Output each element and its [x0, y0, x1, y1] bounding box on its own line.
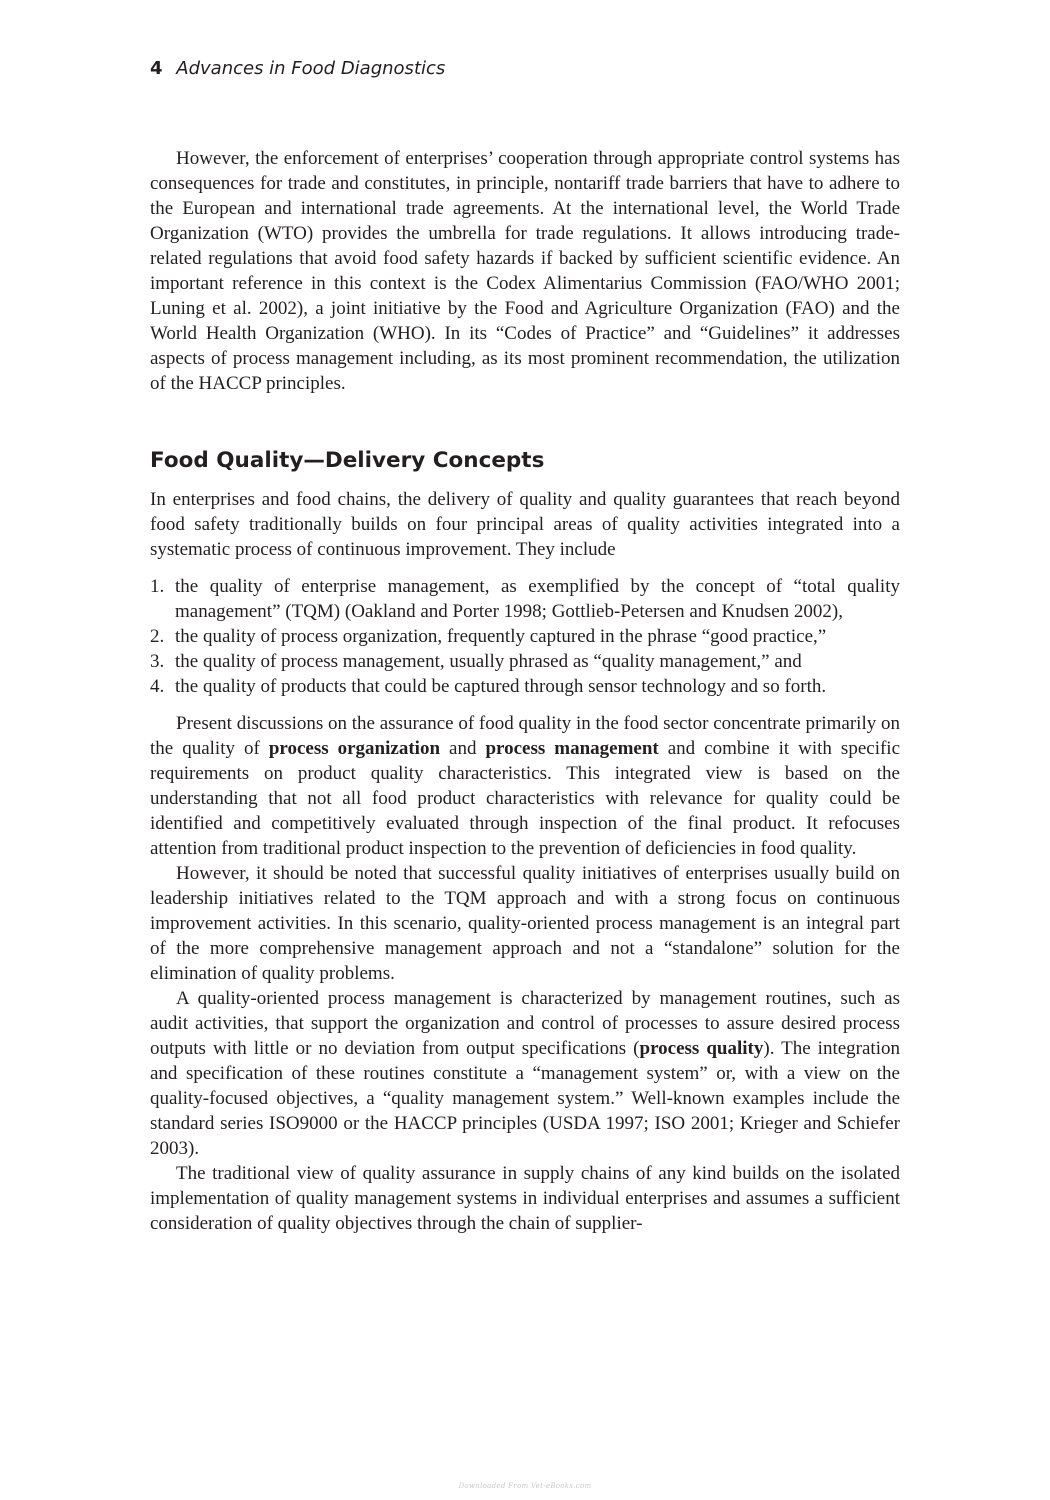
- list-item: [150, 624, 900, 649]
- list-item-number: 2.: [150, 626, 165, 647]
- intro-paragraph: However, the enforcement of enterprises’ cooperation through appropriate control systems has consequences for trade and constitutes, in principle, nontariff trade barriers that have to adhere to the European and international trade agreements. At the international level, the World Trade Organization (WTO) provides the umbrella for trade regulations. It allows introducing trade-related regulations that avoid food safety hazards if backed by sufficient scientific evidence. An important reference in this context is the Codex Alimentarius Commission (FAO/WHO 2001; Luning et al. 2002), a joint initiative by the Food and Agriculture Organization (FAO) and the World Health Organization (WHO). In its “Codes of Practice” and “Guidelines” it addresses aspects of process management including, as its most prominent recommendation, the utilization of the HACCP principles.: [150, 148, 900, 394]
- bold-term: process management: [485, 738, 659, 759]
- running-head: [150, 56, 445, 82]
- paragraph-management-system: [150, 986, 900, 1161]
- principal-areas-list: [150, 574, 900, 699]
- paragraph-supply-chain: The traditional view of quality assurance in supply chains of any kind builds on the isolated implementation of quality management systems in individual enterprises and assumes a sufficient consideration of quality objectives through the chain of supplier-: [150, 1163, 900, 1234]
- download-watermark: Downloaded From Vet-eBooks.com: [458, 1482, 592, 1490]
- section-body: [150, 487, 900, 1236]
- book-title: Advances in Food Diagnostics: [176, 58, 446, 79]
- bold-term: process organization: [268, 738, 441, 759]
- list-item-number: 3.: [150, 651, 165, 672]
- list-item-number: 1.: [150, 576, 165, 597]
- paragraph-text: and: [440, 738, 486, 759]
- list-item-number: 4.: [150, 676, 165, 697]
- bold-term: process quality: [639, 1038, 764, 1059]
- section-heading: Food Quality—Delivery Concepts: [150, 448, 545, 473]
- paragraph-text: Present discussions on the assurance of food quality in the food sector concentrate primarily on the quality of: [150, 713, 900, 759]
- lead-paragraph: In enterprises and food chains, the delivery of quality and quality guarantees that reach beyond food safety traditionally builds on four principal areas of quality activities integrated into a systematic process of continuous improvement. They include: [150, 489, 900, 560]
- paragraph-text: and combine it with specific requirements on product quality characteristics. This integrated view is based on the understanding that not all food product characteristics with relevance for quality could be identified and competitively evaluated through inspection of the final product. It refocuses attention from traditional product inspection to the prevention of deficiencies in food quality.: [150, 738, 901, 859]
- intro-text-block: [150, 146, 900, 396]
- list-item-text: the quality of process organization, frequently captured in the phrase “good practice,”: [175, 626, 827, 647]
- paragraph-text: A quality-oriented process management is characterized by management routines, such as audit activities, that support the organization and control of processes to assure desired process outputs with little or no deviation from output specifications (: [150, 988, 900, 1059]
- paragraph-tqm: However, it should be noted that successful quality initiatives of enterprises usually build on leadership initiatives related to the TQM approach and with a strong focus on continuous improvement activities. In this scenario, quality-oriented process management is an integral part of the more comprehensive management approach and not a “standalone” solution for the elimination of quality problems.: [150, 863, 900, 984]
- list-item-text: the quality of products that could be captured through sensor technology and so forth.: [175, 676, 827, 697]
- paragraph-text: ). The integration and specification of these routines constitute a “management system” or, with a view on the quality-focused objectives, a “quality management system.” Well-known examples include the standard series ISO9000 or the HACCP principles (USDA 1997; ISO 2001; Krieger and Schiefer 2003).: [150, 1038, 900, 1159]
- paragraph-process-focus: [150, 711, 900, 861]
- list-item: [150, 574, 900, 624]
- list-item: [150, 649, 900, 674]
- list-item-text: the quality of process management, usually phrased as “quality management,” and: [175, 651, 802, 672]
- list-item-text: the quality of enterprise management, as exemplified by the concept of “total quality management” (TQM) (Oakland and Porter 1998; Gottlieb-Petersen and Knudsen 2002),: [175, 576, 900, 622]
- list-item: [150, 674, 900, 699]
- page-number: 4: [150, 58, 163, 79]
